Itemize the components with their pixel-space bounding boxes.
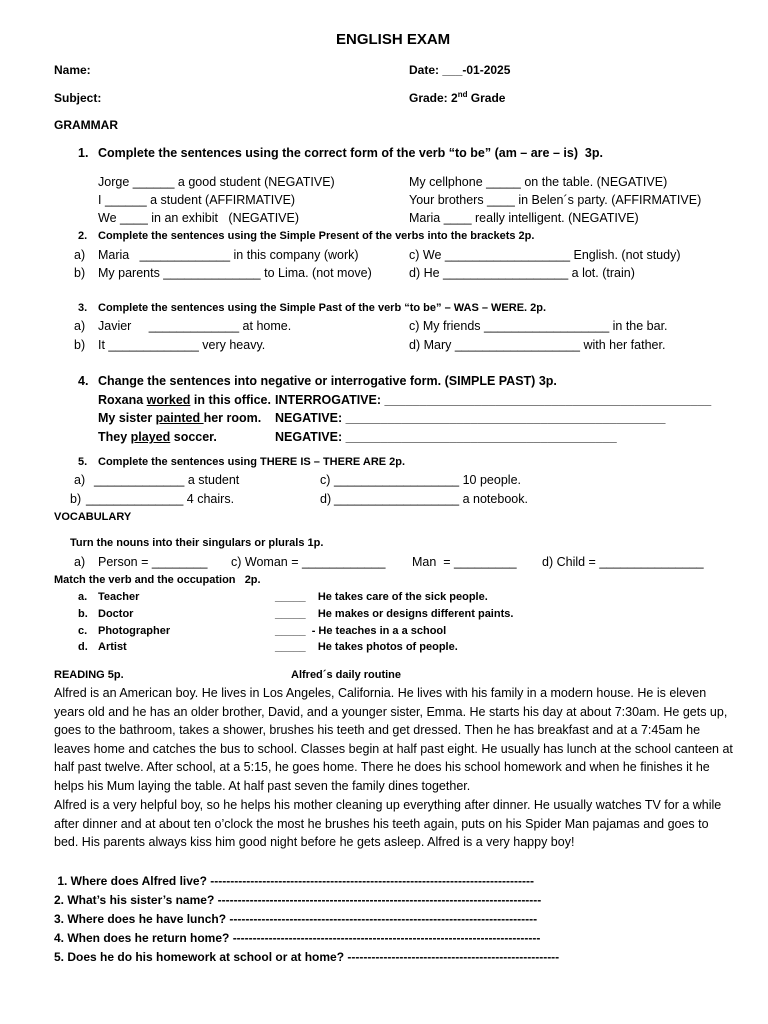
- q1-instruction: Complete the sentences using the correct form of the verb “to be” (am – are – is) 3p.: [98, 146, 603, 160]
- match-instruction: Match the verb and the occupation 2p.: [54, 574, 261, 586]
- match-marker: c.: [78, 625, 88, 637]
- match-occupation: Doctor: [98, 608, 134, 620]
- q5-sentence: _____________ a student: [94, 473, 240, 487]
- q4-answer-line[interactable]: NEGATIVE: _______________________________________: [275, 430, 617, 444]
- grade-label: Grade: 2nd Grade: [409, 90, 506, 105]
- q4-number: 4.: [78, 374, 89, 388]
- q5-marker: b): [70, 492, 82, 506]
- q4-sentence: Roxana worked in this office.: [98, 393, 271, 407]
- reading-paragraph: Alfred is a very helpful boy, so he helps his mother cleaning up everything after dinner. He usually watches TV for a while after dinner and at about ten o’clock the most he brushes his teeth again, puts on his Spider Man pajamas and goes to bed. His parents always kiss him good night before he gets asleep. Alfred is a very happy boy!: [54, 798, 722, 850]
- match-marker: d.: [78, 641, 88, 653]
- reading-heading: READING 5p.: [54, 669, 124, 681]
- match-marker: a.: [78, 591, 88, 603]
- q3-sentence: d) Mary __________________ with her father.: [409, 338, 666, 352]
- nouns-instruction: Turn the nouns into their singulars or plurals 1p.: [70, 537, 324, 549]
- match-occupation: Photographer: [98, 625, 171, 637]
- name-label: Name:: [54, 63, 91, 77]
- noun-item: Person = ________: [98, 555, 208, 569]
- q3-number: 3.: [78, 302, 88, 314]
- reading-question[interactable]: 2. What’s his sister’s name? ---------------------------------------------------------------------------------: [54, 893, 542, 907]
- noun-item: d) Child = _______________: [542, 555, 704, 569]
- q3-marker: a): [74, 319, 86, 333]
- match-description: _____ He takes care of the sick people.: [275, 591, 488, 603]
- q2-sentence: My parents ______________ to Lima. (not move): [98, 266, 372, 280]
- q2-marker: b): [74, 266, 86, 280]
- date-label: Date: ___-01-2025: [409, 63, 511, 77]
- q5-sentence: ______________ 4 chairs.: [86, 492, 235, 506]
- q4-sentence: My sister painted her room.: [98, 411, 262, 425]
- q1-sentence: Your brothers ____ in Belen´s party. (AFFIRMATIVE): [409, 193, 702, 207]
- q1-sentence: I ______ a student (AFFIRMATIVE): [98, 193, 296, 207]
- q1-sentence: We ____ in an exhibit (NEGATIVE): [98, 211, 300, 225]
- q4-answer-line[interactable]: INTERROGATIVE: _______________________________________________: [275, 393, 712, 407]
- reading-question[interactable]: 4. When does he return home? -----------------------------------------------------------------------------: [54, 931, 541, 945]
- reading-title: Alfred´s daily routine: [291, 669, 402, 681]
- q1-sentence: Jorge ______ a good student (NEGATIVE): [98, 175, 335, 189]
- q4-answer-line[interactable]: NEGATIVE: ______________________________________________: [275, 411, 666, 425]
- reading-question[interactable]: 5. Does he do his homework at school or at home? -----------------------------------------------------: [54, 950, 560, 964]
- nouns-marker: a): [74, 555, 86, 569]
- page-title: ENGLISH EXAM: [336, 31, 451, 48]
- q5-marker: d): [320, 492, 332, 506]
- match-description: _____ He makes or designs different paints.: [275, 608, 514, 620]
- grammar-heading: GRAMMAR: [54, 118, 118, 132]
- q2-instruction: Complete the sentences using the Simple Present of the verbs into the brackets 2p.: [98, 230, 535, 242]
- q5-marker: a): [74, 473, 86, 487]
- q4-sentence: They played soccer.: [98, 430, 217, 444]
- q5-number: 5.: [78, 456, 88, 468]
- noun-item: c) Woman = ____________: [231, 555, 386, 569]
- q1-number: 1.: [78, 146, 89, 160]
- vocabulary-heading: VOCABULARY: [54, 511, 132, 523]
- q3-sentence: Javier _____________ at home.: [98, 319, 292, 333]
- q5-sentence: __________________ a notebook.: [334, 492, 528, 506]
- match-marker: b.: [78, 608, 88, 620]
- q3-instruction: Complete the sentences using the Simple Past of the verb “to be” – WAS – WERE. 2p.: [98, 302, 547, 314]
- q3-marker: b): [74, 338, 86, 352]
- q1-sentence: Maria ____ really intelligent. (NEGATIVE): [409, 211, 639, 225]
- noun-item: Man = _________: [412, 555, 517, 569]
- q2-number: 2.: [78, 230, 88, 242]
- match-occupation: Artist: [98, 641, 127, 653]
- q2-marker: a): [74, 248, 86, 262]
- reading-question[interactable]: 3. Where does he have lunch? -----------------------------------------------------------------------------: [54, 912, 538, 926]
- match-description: _____ He takes photos of people.: [275, 641, 458, 653]
- q2-sentence: c) We __________________ English. (not study): [409, 248, 681, 262]
- q5-sentence: __________________ 10 people.: [334, 473, 521, 487]
- subject-label: Subject:: [54, 91, 102, 105]
- q5-instruction: Complete the sentences using THERE IS – THERE ARE 2p.: [98, 456, 406, 468]
- q1-sentence: My cellphone _____ on the table. (NEGATIVE): [409, 175, 668, 189]
- q2-sentence: d) He __________________ a lot. (train): [409, 266, 635, 280]
- match-description: _____ - He teaches in a a school: [275, 625, 447, 637]
- q4-instruction: Change the sentences into negative or interrogative form. (SIMPLE PAST) 3p.: [98, 374, 557, 388]
- q5-marker: c): [320, 473, 331, 487]
- reading-question[interactable]: 1. Where does Alfred live? ---------------------------------------------------------------------------------: [54, 874, 534, 888]
- reading-paragraph: Alfred is an American boy. He lives in Los Angeles, California. He lives with his family in a modern house. He is eleven years old and he has an older brother, David, and a younger sister, Emma. He starts his day at about 7:30am. He gets up, goes to the bathroom, takes a shower, brushes his teeth and get dressed. Then he has breakfast and at a 7:45am he leaves home and catches the bus to school. Classes begin at half past eight. He usually has lunch at the school canteen at half past twelve. After school, at a 5:15, he goes home. There he does his school homework and when he finishes it he helps his Mum laying the table. At half past seven the family dines together.: [54, 686, 733, 793]
- q3-sentence: It _____________ very heavy.: [98, 338, 266, 352]
- q2-sentence: Maria _____________ in this company (work): [98, 248, 359, 262]
- q3-sentence: c) My friends __________________ in the bar.: [409, 319, 668, 333]
- match-occupation: Teacher: [98, 591, 140, 603]
